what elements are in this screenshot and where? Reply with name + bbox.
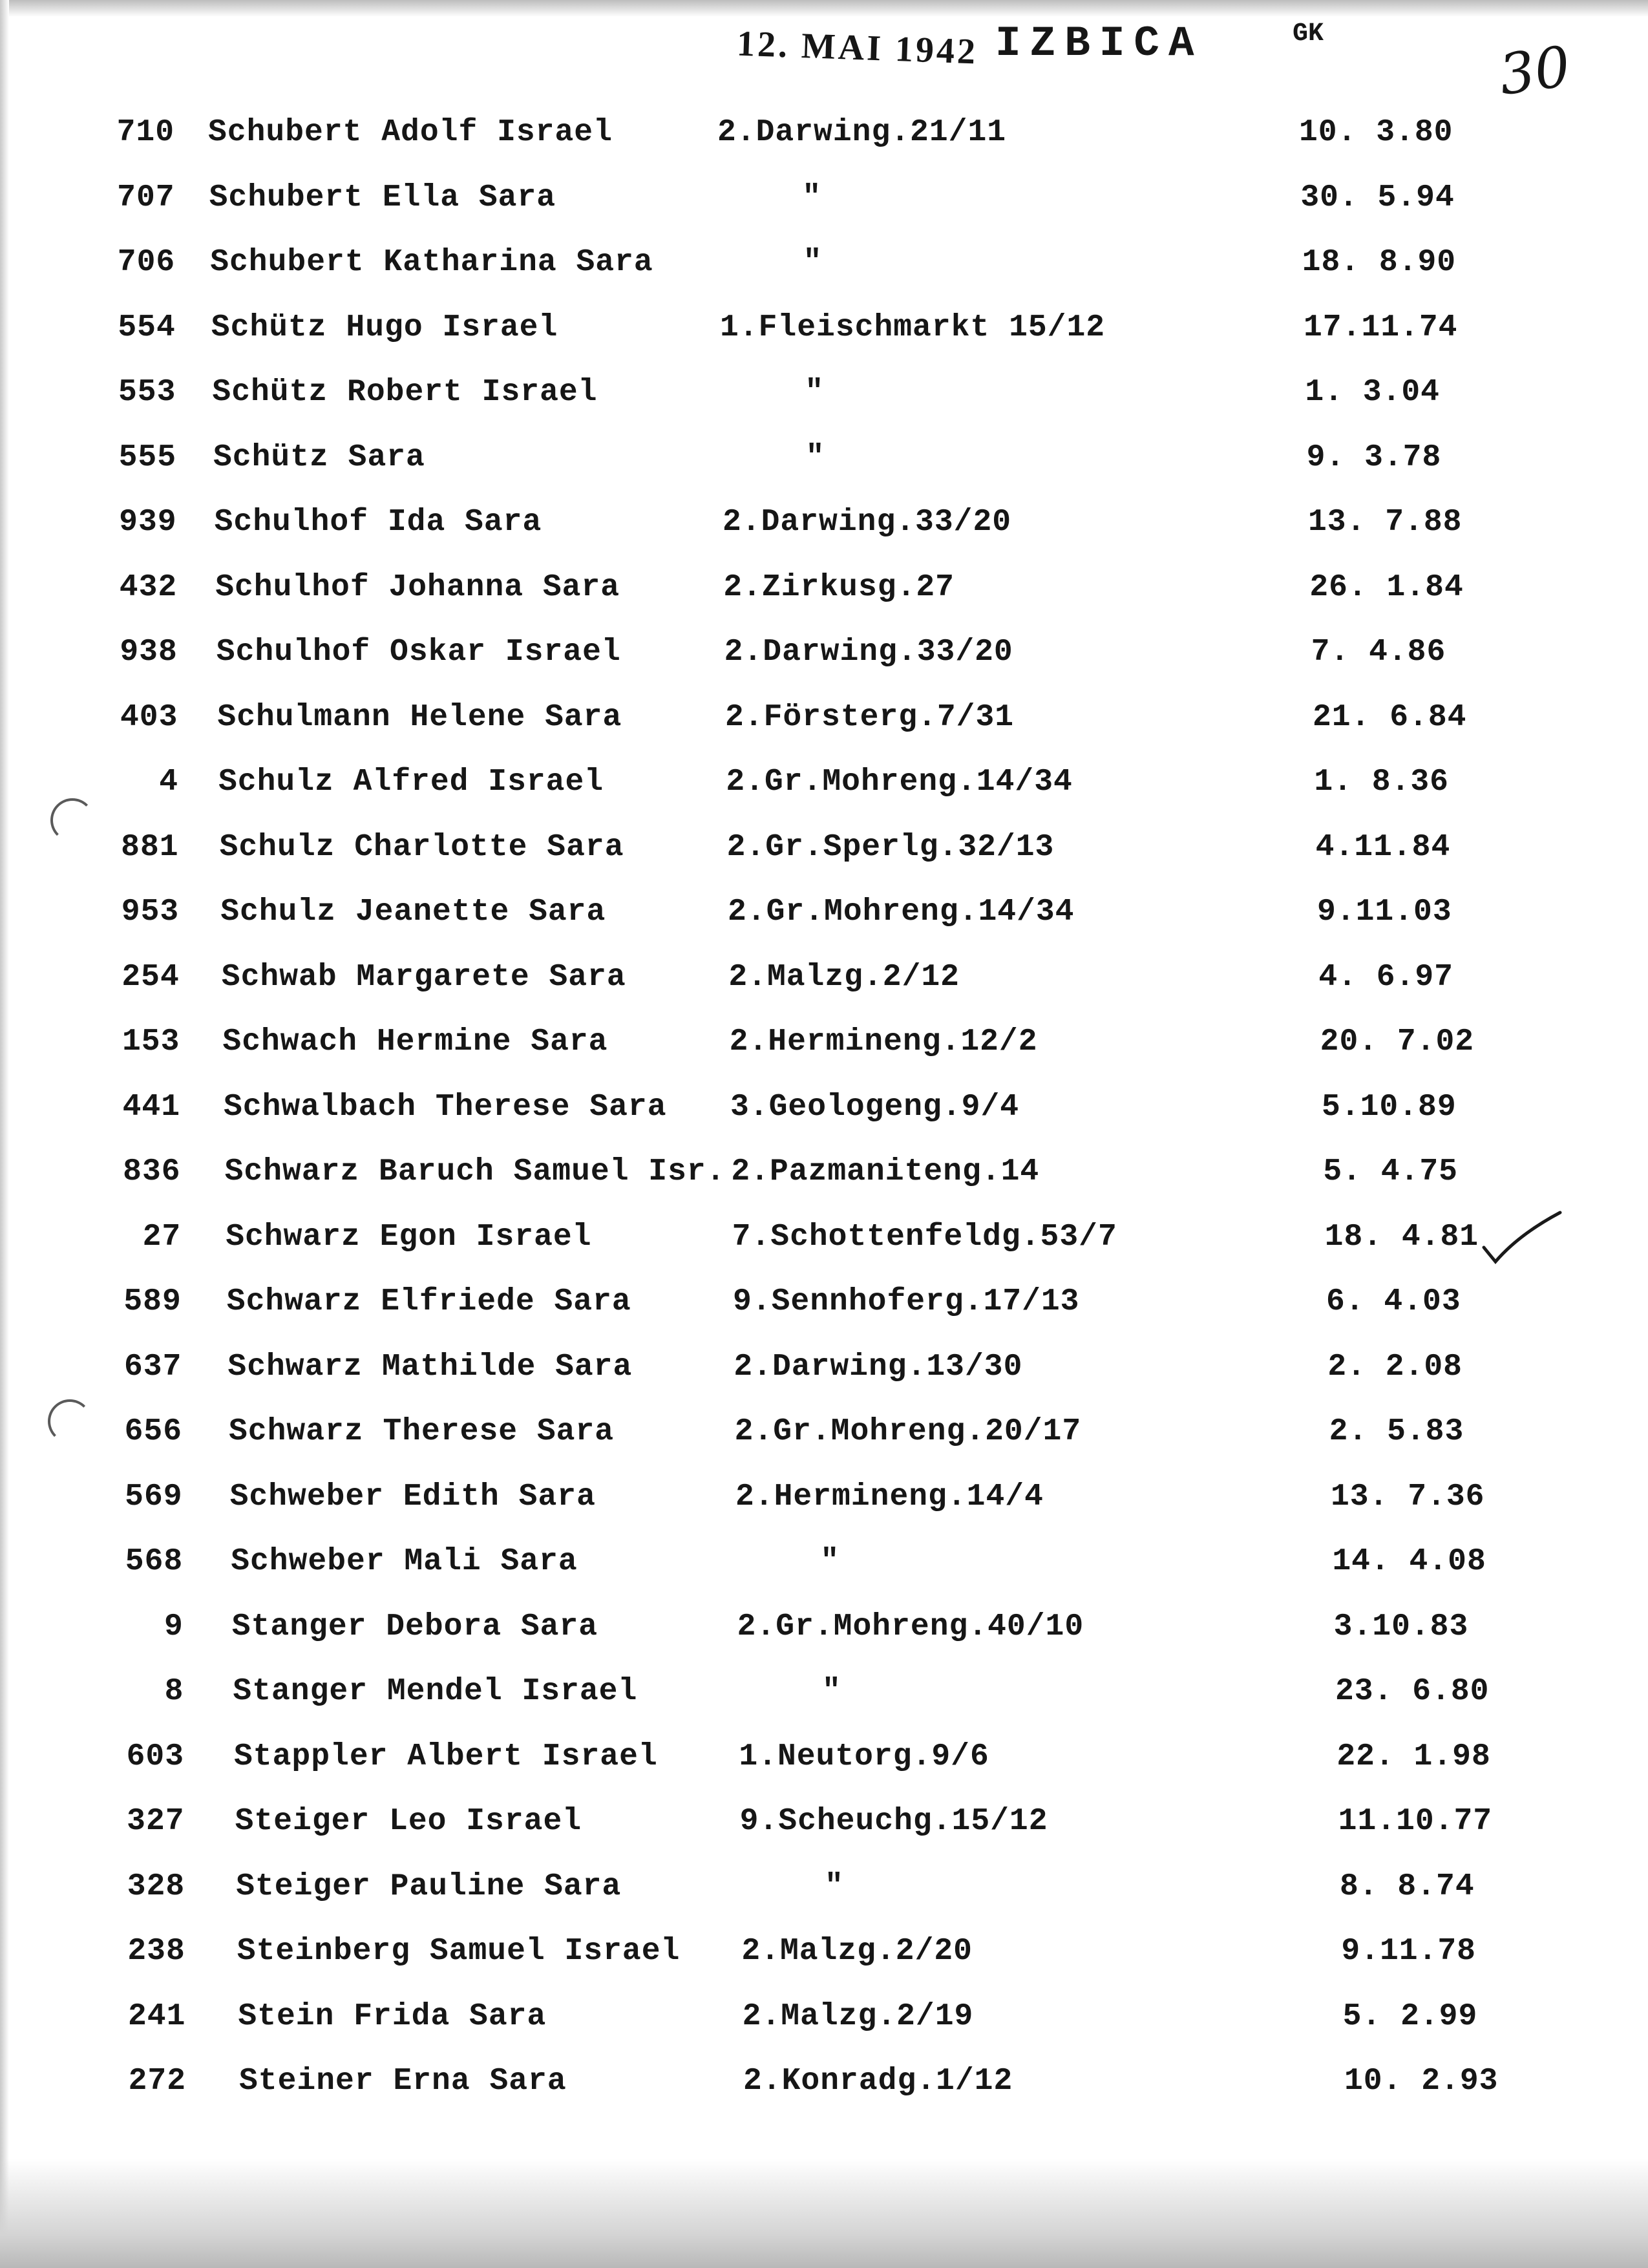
row-birthdate: 23. 6.80	[1335, 1674, 1490, 1709]
row-number: 403	[120, 699, 178, 735]
scan-edge-bottom	[0, 2158, 1648, 2268]
row-birthdate: 3.10.83	[1333, 1609, 1469, 1644]
table-row	[0, 1154, 1648, 1196]
row-number: 555	[118, 440, 176, 475]
row-number: 589	[123, 1284, 182, 1319]
row-name: Schulhof Johanna Sara	[215, 569, 620, 605]
row-number: 706	[117, 245, 176, 280]
handwritten-check-icon	[1480, 1209, 1564, 1267]
row-birthdate: 26. 1.84	[1309, 569, 1464, 605]
table-row	[0, 375, 1648, 416]
row-number: 272	[128, 2064, 186, 2099]
table-row	[0, 895, 1648, 936]
table-row	[0, 1220, 1648, 1261]
table-row	[0, 700, 1648, 741]
row-number: 4	[159, 765, 178, 800]
table-row	[0, 1609, 1648, 1651]
row-address: 2.Gr.Mohreng.14/34	[726, 765, 1073, 800]
row-address: "	[802, 180, 822, 215]
row-name: Schwarz Therese Sara	[229, 1414, 615, 1449]
header-place: IZBICA	[995, 19, 1203, 68]
row-birthdate: 4. 6.97	[1318, 959, 1453, 995]
row-name: Stappler Albert Israel	[234, 1739, 658, 1774]
row-name: Schütz Sara	[213, 440, 425, 475]
row-name: Schulmann Helene Sara	[217, 699, 622, 735]
row-name: Schwab Margarete Sara	[221, 959, 626, 995]
table-row	[0, 1414, 1648, 1456]
table-row	[0, 1479, 1648, 1521]
row-birthdate: 10. 2.93	[1344, 2064, 1499, 2099]
row-number: 881	[121, 829, 179, 865]
row-name: Stanger Mendel Israel	[233, 1674, 638, 1709]
row-number: 554	[118, 310, 176, 345]
row-address: "	[805, 440, 825, 475]
table-row	[0, 1934, 1648, 1975]
table-row	[0, 1350, 1648, 1391]
table-row	[0, 310, 1648, 352]
row-birthdate: 5. 2.99	[1342, 1998, 1478, 2034]
row-number: 27	[142, 1219, 182, 1255]
row-name: Schulhof Oskar Israel	[216, 635, 621, 670]
row-name: Schulz Charlotte Sara	[219, 829, 624, 865]
row-number: 327	[127, 1804, 185, 1839]
row-number: 238	[127, 1934, 185, 1969]
row-birthdate: 22. 1.98	[1336, 1739, 1491, 1774]
row-birthdate: 30. 5.94	[1300, 180, 1455, 215]
row-birthdate: 1. 8.36	[1314, 765, 1449, 800]
row-birthdate: 9.11.03	[1317, 895, 1452, 929]
row-address: "	[822, 1674, 841, 1709]
row-name: Schütz Robert Israel	[212, 375, 598, 410]
row-name: Schwalbach Therese Sara	[224, 1089, 667, 1125]
row-name: Schwarz Mathilde Sara	[227, 1349, 633, 1384]
table-row	[0, 1674, 1648, 1715]
row-name: Schwarz Baruch Samuel Isr.	[224, 1154, 726, 1189]
row-number: 953	[121, 895, 180, 929]
row-address: 2.Darwing.33/20	[724, 635, 1013, 670]
row-name: Schubert Katharina Sara	[210, 245, 653, 280]
row-name: Schubert Adolf Israel	[208, 115, 613, 150]
row-birthdate: 14. 4.08	[1332, 1544, 1486, 1579]
row-birthdate: 18. 8.90	[1302, 245, 1457, 280]
row-birthdate: 6. 4.03	[1326, 1284, 1461, 1319]
row-birthdate: 10. 3.80	[1299, 115, 1453, 150]
row-birthdate: 20. 7.02	[1320, 1024, 1475, 1059]
table-row	[0, 1804, 1648, 1845]
row-name: Stein Frida Sara	[238, 1998, 547, 2034]
row-address: 2.Försterg.7/31	[725, 699, 1015, 735]
row-address: 2.Darwing.21/11	[717, 115, 1007, 150]
header-mark: GK	[1293, 19, 1324, 48]
row-birthdate: 7. 4.86	[1311, 635, 1446, 670]
row-address: 2.Gr.Mohreng.20/17	[734, 1414, 1082, 1449]
row-address: 1.Fleischmarkt 15/12	[720, 310, 1106, 345]
row-address: 2.Gr.Mohreng.40/10	[737, 1609, 1084, 1644]
row-name: Schwarz Egon Israel	[226, 1219, 592, 1255]
row-number: 938	[120, 635, 178, 670]
row-birthdate: 5.10.89	[1322, 1089, 1457, 1125]
row-number: 254	[121, 959, 180, 995]
row-number: 432	[119, 569, 178, 605]
table-row	[0, 830, 1648, 871]
row-address: 9.Scheuchg.15/12	[739, 1804, 1048, 1839]
table-row	[0, 180, 1648, 222]
row-number: 568	[125, 1544, 184, 1579]
row-number: 9	[164, 1609, 184, 1644]
handwritten-page-number: 30	[1495, 34, 1574, 109]
row-address: 7.Schottenfeldg.53/7	[732, 1219, 1117, 1255]
row-address: 2.Hermineng.14/4	[735, 1479, 1044, 1514]
row-birthdate: 21. 6.84	[1313, 699, 1467, 735]
row-name: Steiger Pauline Sara	[236, 1869, 622, 1904]
row-address: 1.Neutorg.9/6	[739, 1739, 989, 1774]
row-name: Schütz Hugo Israel	[211, 310, 558, 345]
row-birthdate: 2. 5.83	[1329, 1414, 1464, 1449]
row-address: "	[820, 1544, 840, 1579]
table-row	[0, 1869, 1648, 1911]
row-name: Schulhof Ida Sara	[214, 505, 542, 540]
row-number: 939	[119, 505, 177, 540]
row-address: 2.Pazmaniteng.14	[731, 1154, 1040, 1189]
table-row	[0, 570, 1648, 611]
row-address: 2.Hermineng.12/2	[729, 1024, 1038, 1059]
table-row	[0, 115, 1648, 156]
row-number: 569	[125, 1479, 183, 1514]
row-name: Steiner Erna Sara	[239, 2064, 567, 2099]
row-number: 637	[123, 1349, 182, 1384]
row-number: 836	[123, 1154, 181, 1189]
table-row	[0, 635, 1648, 676]
table-row	[0, 1739, 1648, 1781]
table-row	[0, 440, 1648, 482]
row-address: "	[803, 245, 823, 280]
row-number: 153	[121, 1024, 180, 1059]
row-birthdate: 17.11.74	[1304, 310, 1458, 345]
row-address: 2.Konradg.1/12	[743, 2064, 1013, 2099]
row-address: 2.Gr.Mohreng.14/34	[728, 895, 1075, 929]
row-birthdate: 1. 3.04	[1305, 375, 1440, 410]
table-row	[0, 1090, 1648, 1131]
table-row	[0, 1999, 1648, 2040]
row-number: 241	[127, 1998, 186, 2034]
row-number: 553	[118, 375, 176, 410]
row-name: Steinberg Samuel Israel	[237, 1934, 681, 1969]
table-row	[0, 2064, 1648, 2105]
row-birthdate: 18. 4.81	[1324, 1219, 1479, 1255]
row-address: 2.Darwing.33/20	[723, 505, 1012, 540]
row-name: Stanger Debora Sara	[231, 1609, 598, 1644]
row-name: Schubert Ella Sara	[209, 180, 556, 215]
table-row	[0, 1544, 1648, 1585]
table-row	[0, 765, 1648, 806]
row-name: Schulz Jeanette Sara	[220, 895, 606, 929]
row-number: 328	[127, 1869, 185, 1904]
table-row	[0, 1284, 1648, 1326]
row-name: Schwarz Elfriede Sara	[226, 1284, 631, 1319]
row-address: 2.Zirkusg.27	[723, 569, 955, 605]
row-address: "	[825, 1869, 844, 1904]
row-address: 2.Malzg.2/12	[728, 959, 960, 995]
row-birthdate: 5. 4.75	[1323, 1154, 1458, 1189]
table-row	[0, 1024, 1648, 1066]
table-row	[0, 960, 1648, 1001]
row-number: 656	[124, 1414, 182, 1449]
row-birthdate: 13. 7.36	[1331, 1479, 1485, 1514]
row-address: 2.Gr.Sperlg.32/13	[726, 829, 1055, 865]
row-address: 2.Malzg.2/19	[742, 1998, 974, 2034]
row-birthdate: 11.10.77	[1338, 1804, 1493, 1839]
row-name: Schulz Alfred Israel	[218, 765, 604, 800]
row-name: Schwach Hermine Sara	[222, 1024, 608, 1059]
row-address: 9.Sennhoferg.17/13	[733, 1284, 1080, 1319]
row-birthdate: 8. 8.74	[1340, 1869, 1475, 1904]
row-number: 707	[117, 180, 175, 215]
row-number: 441	[122, 1089, 180, 1125]
row-number: 603	[126, 1739, 184, 1774]
table-row	[0, 245, 1648, 286]
row-name: Steiger Leo Israel	[235, 1804, 582, 1839]
row-birthdate: 4.11.84	[1315, 829, 1451, 865]
row-name: Schweber Mali Sara	[231, 1544, 578, 1579]
scan-edge-top	[0, 0, 1648, 17]
row-birthdate: 2. 2.08	[1327, 1349, 1463, 1384]
table-row	[0, 505, 1648, 546]
row-name: Schweber Edith Sara	[229, 1479, 596, 1514]
row-address: 2.Darwing.13/30	[734, 1349, 1023, 1384]
row-address: 2.Malzg.2/20	[741, 1934, 973, 1969]
row-number: 710	[116, 115, 174, 150]
row-address: "	[805, 375, 825, 410]
row-birthdate: 13. 7.88	[1308, 505, 1463, 540]
header-date: 12. MAI 1942	[736, 23, 979, 72]
row-birthdate: 9. 3.78	[1306, 440, 1442, 475]
row-birthdate: 9.11.78	[1341, 1934, 1476, 1969]
row-number: 8	[164, 1674, 184, 1709]
row-address: 3.Geologeng.9/4	[730, 1089, 1020, 1125]
